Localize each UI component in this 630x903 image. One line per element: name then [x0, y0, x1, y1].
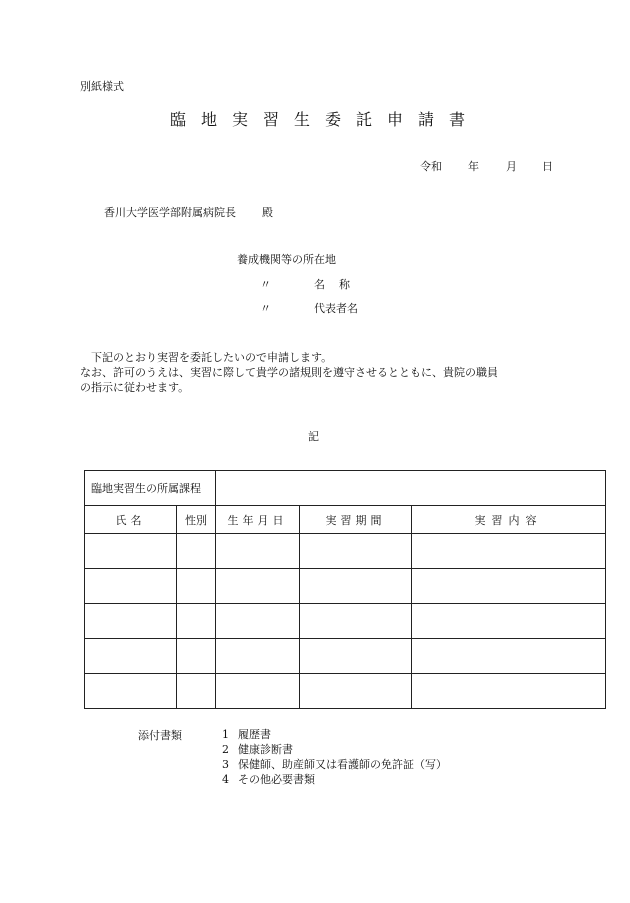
list-item: 1 履歴書 [222, 728, 271, 741]
date-year-label: 年 [468, 160, 479, 173]
table-cell [412, 639, 606, 674]
table-cell [412, 604, 606, 639]
ki-heading: 記 [308, 430, 319, 443]
ditto-mark: 〃 [260, 302, 271, 315]
date-month-label: 月 [506, 160, 517, 173]
table-cell [85, 604, 177, 639]
col-header-name: 氏名 [85, 506, 177, 534]
table-cell [300, 674, 412, 709]
table-cell [216, 639, 300, 674]
attachments-list [222, 727, 447, 787]
table-cell [216, 534, 300, 569]
trainee-table [84, 470, 606, 709]
table-cell [412, 569, 606, 604]
table-cell [177, 604, 216, 639]
list-item: 4 その他必要書類 [222, 773, 315, 786]
form-label: 別紙様式 [80, 80, 124, 93]
table-cell [85, 674, 177, 709]
table-cell [216, 604, 300, 639]
table-row [85, 604, 606, 639]
document-title: 臨地実習生委託申請書 [170, 110, 481, 129]
table-cell [216, 674, 300, 709]
table-cell [85, 534, 177, 569]
table-row [85, 569, 606, 604]
table-row [85, 674, 606, 709]
table-cell [177, 674, 216, 709]
list-item: 2 健康診断書 [222, 743, 293, 756]
col-header-period: 実習期間 [300, 506, 412, 534]
table-cell [300, 534, 412, 569]
attachments-label: 添付書類 [138, 729, 182, 742]
table-cell [177, 534, 216, 569]
request-body [80, 350, 560, 395]
date-era: 令和 [420, 160, 442, 173]
addressee-name: 香川大学医学部附属病院長 [104, 206, 236, 219]
list-item: 3 保健師、助産師又は看護師の免許証（写） [222, 758, 447, 771]
table-row [85, 534, 606, 569]
table-cell [300, 569, 412, 604]
body-paragraph-2-line-2: の指示に従わせます。 [80, 381, 190, 394]
table-row [85, 639, 606, 674]
table-cell [300, 639, 412, 674]
table-cell [412, 674, 606, 709]
date-day-label: 日 [542, 160, 553, 173]
table-cell [412, 534, 606, 569]
body-paragraph-1: 下記のとおり実習を委託したいので申請します。 [91, 351, 333, 364]
col-header-sex: 性別 [177, 506, 216, 534]
addressee [104, 204, 273, 220]
table-cell [85, 639, 177, 674]
addressee-honorific: 殿 [262, 206, 273, 219]
ditto-mark: 〃 [260, 278, 271, 291]
table-cell [177, 639, 216, 674]
table-cell [85, 569, 177, 604]
applicant-location-label: 養成機関等の所在地 [237, 253, 336, 266]
body-paragraph-2-line-1: なお、許可のうえは、実習に際して貴学の諸規則を遵守させるとともに、貴院の職員 [80, 366, 498, 379]
table-cell [300, 604, 412, 639]
applicant-rep-label: 代表者名 [314, 302, 358, 315]
course-value-cell [216, 471, 606, 506]
col-header-content: 実習内容 [412, 506, 606, 534]
col-header-birthdate: 生年月日 [216, 506, 300, 534]
table-cell [177, 569, 216, 604]
table-cell [216, 569, 300, 604]
applicant-name-label: 名称 [314, 278, 364, 291]
course-label: 臨地実習生の所属課程 [85, 471, 216, 506]
